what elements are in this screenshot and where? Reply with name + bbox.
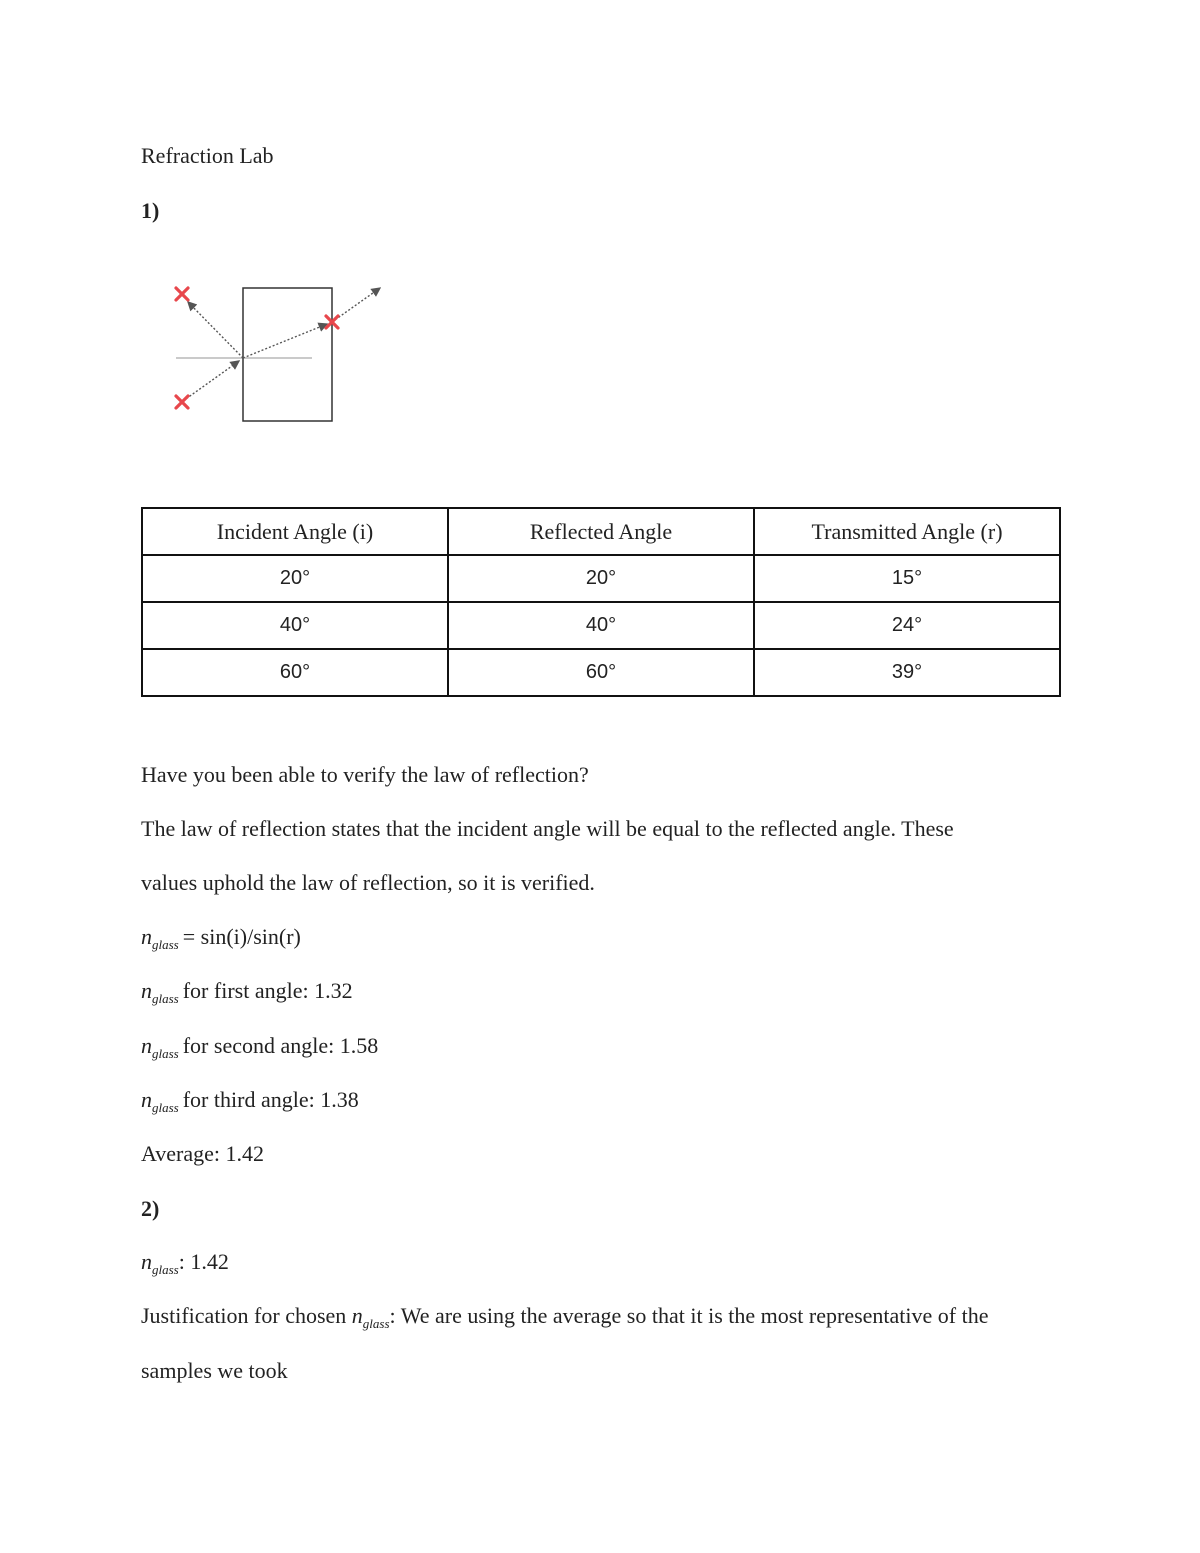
angle-data-table [141,507,1061,697]
n-first-angle-text: for first angle: 1.32 [182,978,353,1003]
n-subscript: glass [362,1316,390,1331]
incident-ray [183,361,239,401]
n-chosen-value: : 1.42 [178,1249,229,1274]
n-subscript: glass [152,1100,179,1115]
table-cell: 60° [142,649,448,696]
table-row [142,649,1060,696]
glass-block [243,288,332,421]
table-cell: 40° [142,602,448,649]
question-text: Have you been able to verify the law of reflection? [141,762,589,787]
n-second-angle-text: for second angle: 1.58 [182,1033,379,1058]
pin-marker-incident [176,396,188,408]
table-cell: 40° [448,602,754,649]
n-symbol: n [141,924,152,949]
answer-line-2: values uphold the law of reflection, so it is verified. [141,870,595,895]
table-row [142,555,1060,602]
table-cell: 20° [142,555,448,602]
question-1-label: 1) [141,198,160,223]
formula-text: = sin(i)/sin(r) [182,924,301,949]
n-subscript: glass [152,1262,179,1277]
n-subscript: glass [152,991,179,1006]
table-cell: 20° [448,555,754,602]
pin-marker-reflected [176,288,188,300]
justification-line-1 [141,1302,989,1333]
justification-line-2: samples we took [141,1358,288,1383]
n-second-angle-line [141,1032,378,1063]
table-cell: 39° [754,649,1060,696]
justification-prefix: Justification for chosen [141,1303,347,1328]
refraction-diagram [168,280,388,435]
n-subscript: glass [152,1046,179,1061]
n-symbol: n [141,1087,152,1112]
table-row [142,602,1060,649]
table-cell: 24° [754,602,1060,649]
formula-line [141,923,301,954]
n-subscript: glass [152,937,179,952]
table-header-row [142,508,1060,555]
justification-text: : We are using the average so that it is the most representative of the [389,1303,989,1328]
reflected-ray [188,302,243,358]
table-cell: 60° [448,649,754,696]
page-title: Refraction Lab [141,143,274,168]
n-third-angle-line [141,1086,359,1117]
header-transmitted-angle: Transmitted Angle (r) [754,508,1060,555]
header-incident-angle: Incident Angle (i) [142,508,448,555]
n-symbol: n [141,978,152,1003]
n-symbol: n [351,1303,363,1328]
n-symbol: n [141,1249,152,1274]
n-third-angle-text: for third angle: 1.38 [182,1087,359,1112]
n-symbol: n [141,1033,152,1058]
answer-line-1: The law of reflection states that the incident angle will be equal to the reflected angle. These [141,816,954,841]
header-reflected-angle: Reflected Angle [448,508,754,555]
average-line: Average: 1.42 [141,1141,264,1166]
n-first-angle-line [141,977,353,1008]
table-cell: 15° [754,555,1060,602]
refracted-ray [243,324,327,358]
question-2-label: 2) [141,1196,160,1221]
n-chosen-line [141,1248,229,1279]
